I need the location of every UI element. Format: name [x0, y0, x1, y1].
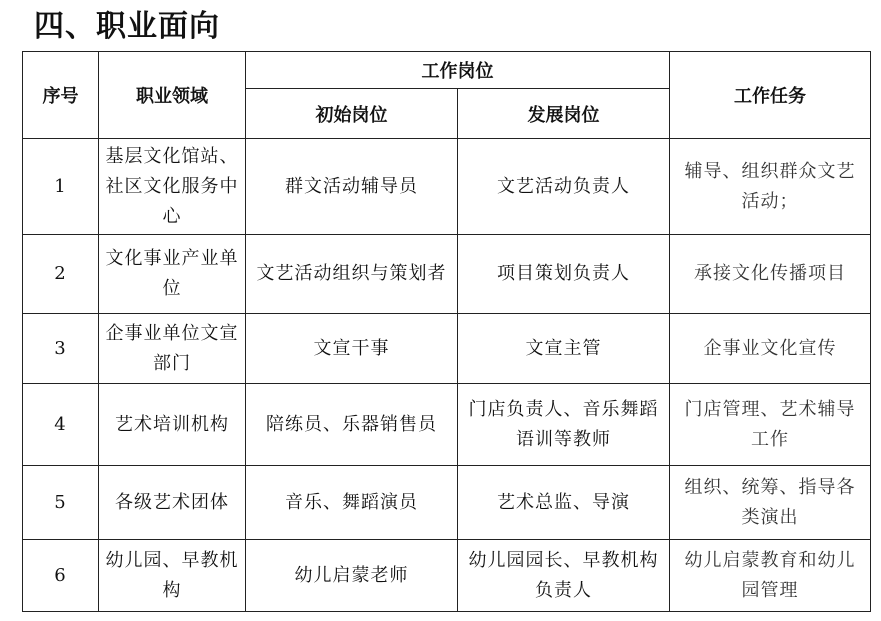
header-no: 序号	[23, 52, 99, 139]
cell-tasks: 组织、统筹、指导各类演出	[670, 466, 871, 540]
cell-no: 2	[23, 235, 99, 314]
cell-field: 幼儿园、早教机构	[99, 540, 246, 612]
header-field: 职业领域	[99, 52, 246, 139]
cell-initial: 群文活动辅导员	[246, 139, 458, 235]
table-row	[23, 466, 871, 540]
cell-advanced: 门店负责人、音乐舞蹈语训等教师	[458, 384, 670, 466]
cell-advanced: 艺术总监、导演	[458, 466, 670, 540]
cell-advanced: 幼儿园园长、早教机构负责人	[458, 540, 670, 612]
cell-initial: 音乐、舞蹈演员	[246, 466, 458, 540]
cell-tasks: 承接文化传播项目	[670, 235, 871, 314]
section-title: 四、职业面向	[34, 9, 220, 44]
cell-no: 4	[23, 384, 99, 466]
cell-advanced: 文艺活动负责人	[458, 139, 670, 235]
table-row	[23, 235, 871, 314]
cell-field: 企事业单位文宣部门	[99, 314, 246, 384]
cell-advanced: 文宣主管	[458, 314, 670, 384]
cell-field: 文化事业产业单位	[99, 235, 246, 314]
header-positions-group: 工作岗位	[246, 52, 670, 89]
cell-field: 基层文化馆站、社区文化服务中心	[99, 139, 246, 235]
cell-no: 3	[23, 314, 99, 384]
table-row	[23, 139, 871, 235]
cell-initial: 陪练员、乐器销售员	[246, 384, 458, 466]
cell-initial: 文艺活动组织与策划者	[246, 235, 458, 314]
cell-tasks: 门店管理、艺术辅导工作	[670, 384, 871, 466]
career-table	[22, 51, 871, 612]
cell-initial: 文宣干事	[246, 314, 458, 384]
cell-initial: 幼儿启蒙老师	[246, 540, 458, 612]
table-row	[23, 540, 871, 612]
cell-no: 5	[23, 466, 99, 540]
table-row	[23, 384, 871, 466]
header-advanced: 发展岗位	[458, 89, 670, 139]
cell-no: 1	[23, 139, 99, 235]
cell-field: 艺术培训机构	[99, 384, 246, 466]
header-tasks: 工作任务	[670, 52, 871, 139]
cell-advanced: 项目策划负责人	[458, 235, 670, 314]
cell-tasks: 幼儿启蒙教育和幼儿园管理	[670, 540, 871, 612]
table-row	[23, 314, 871, 384]
header-initial: 初始岗位	[246, 89, 458, 139]
cell-tasks: 企事业文化宣传	[670, 314, 871, 384]
cell-field: 各级艺术团体	[99, 466, 246, 540]
cell-tasks: 辅导、组织群众文艺活动；	[670, 139, 871, 235]
cell-no: 6	[23, 540, 99, 612]
